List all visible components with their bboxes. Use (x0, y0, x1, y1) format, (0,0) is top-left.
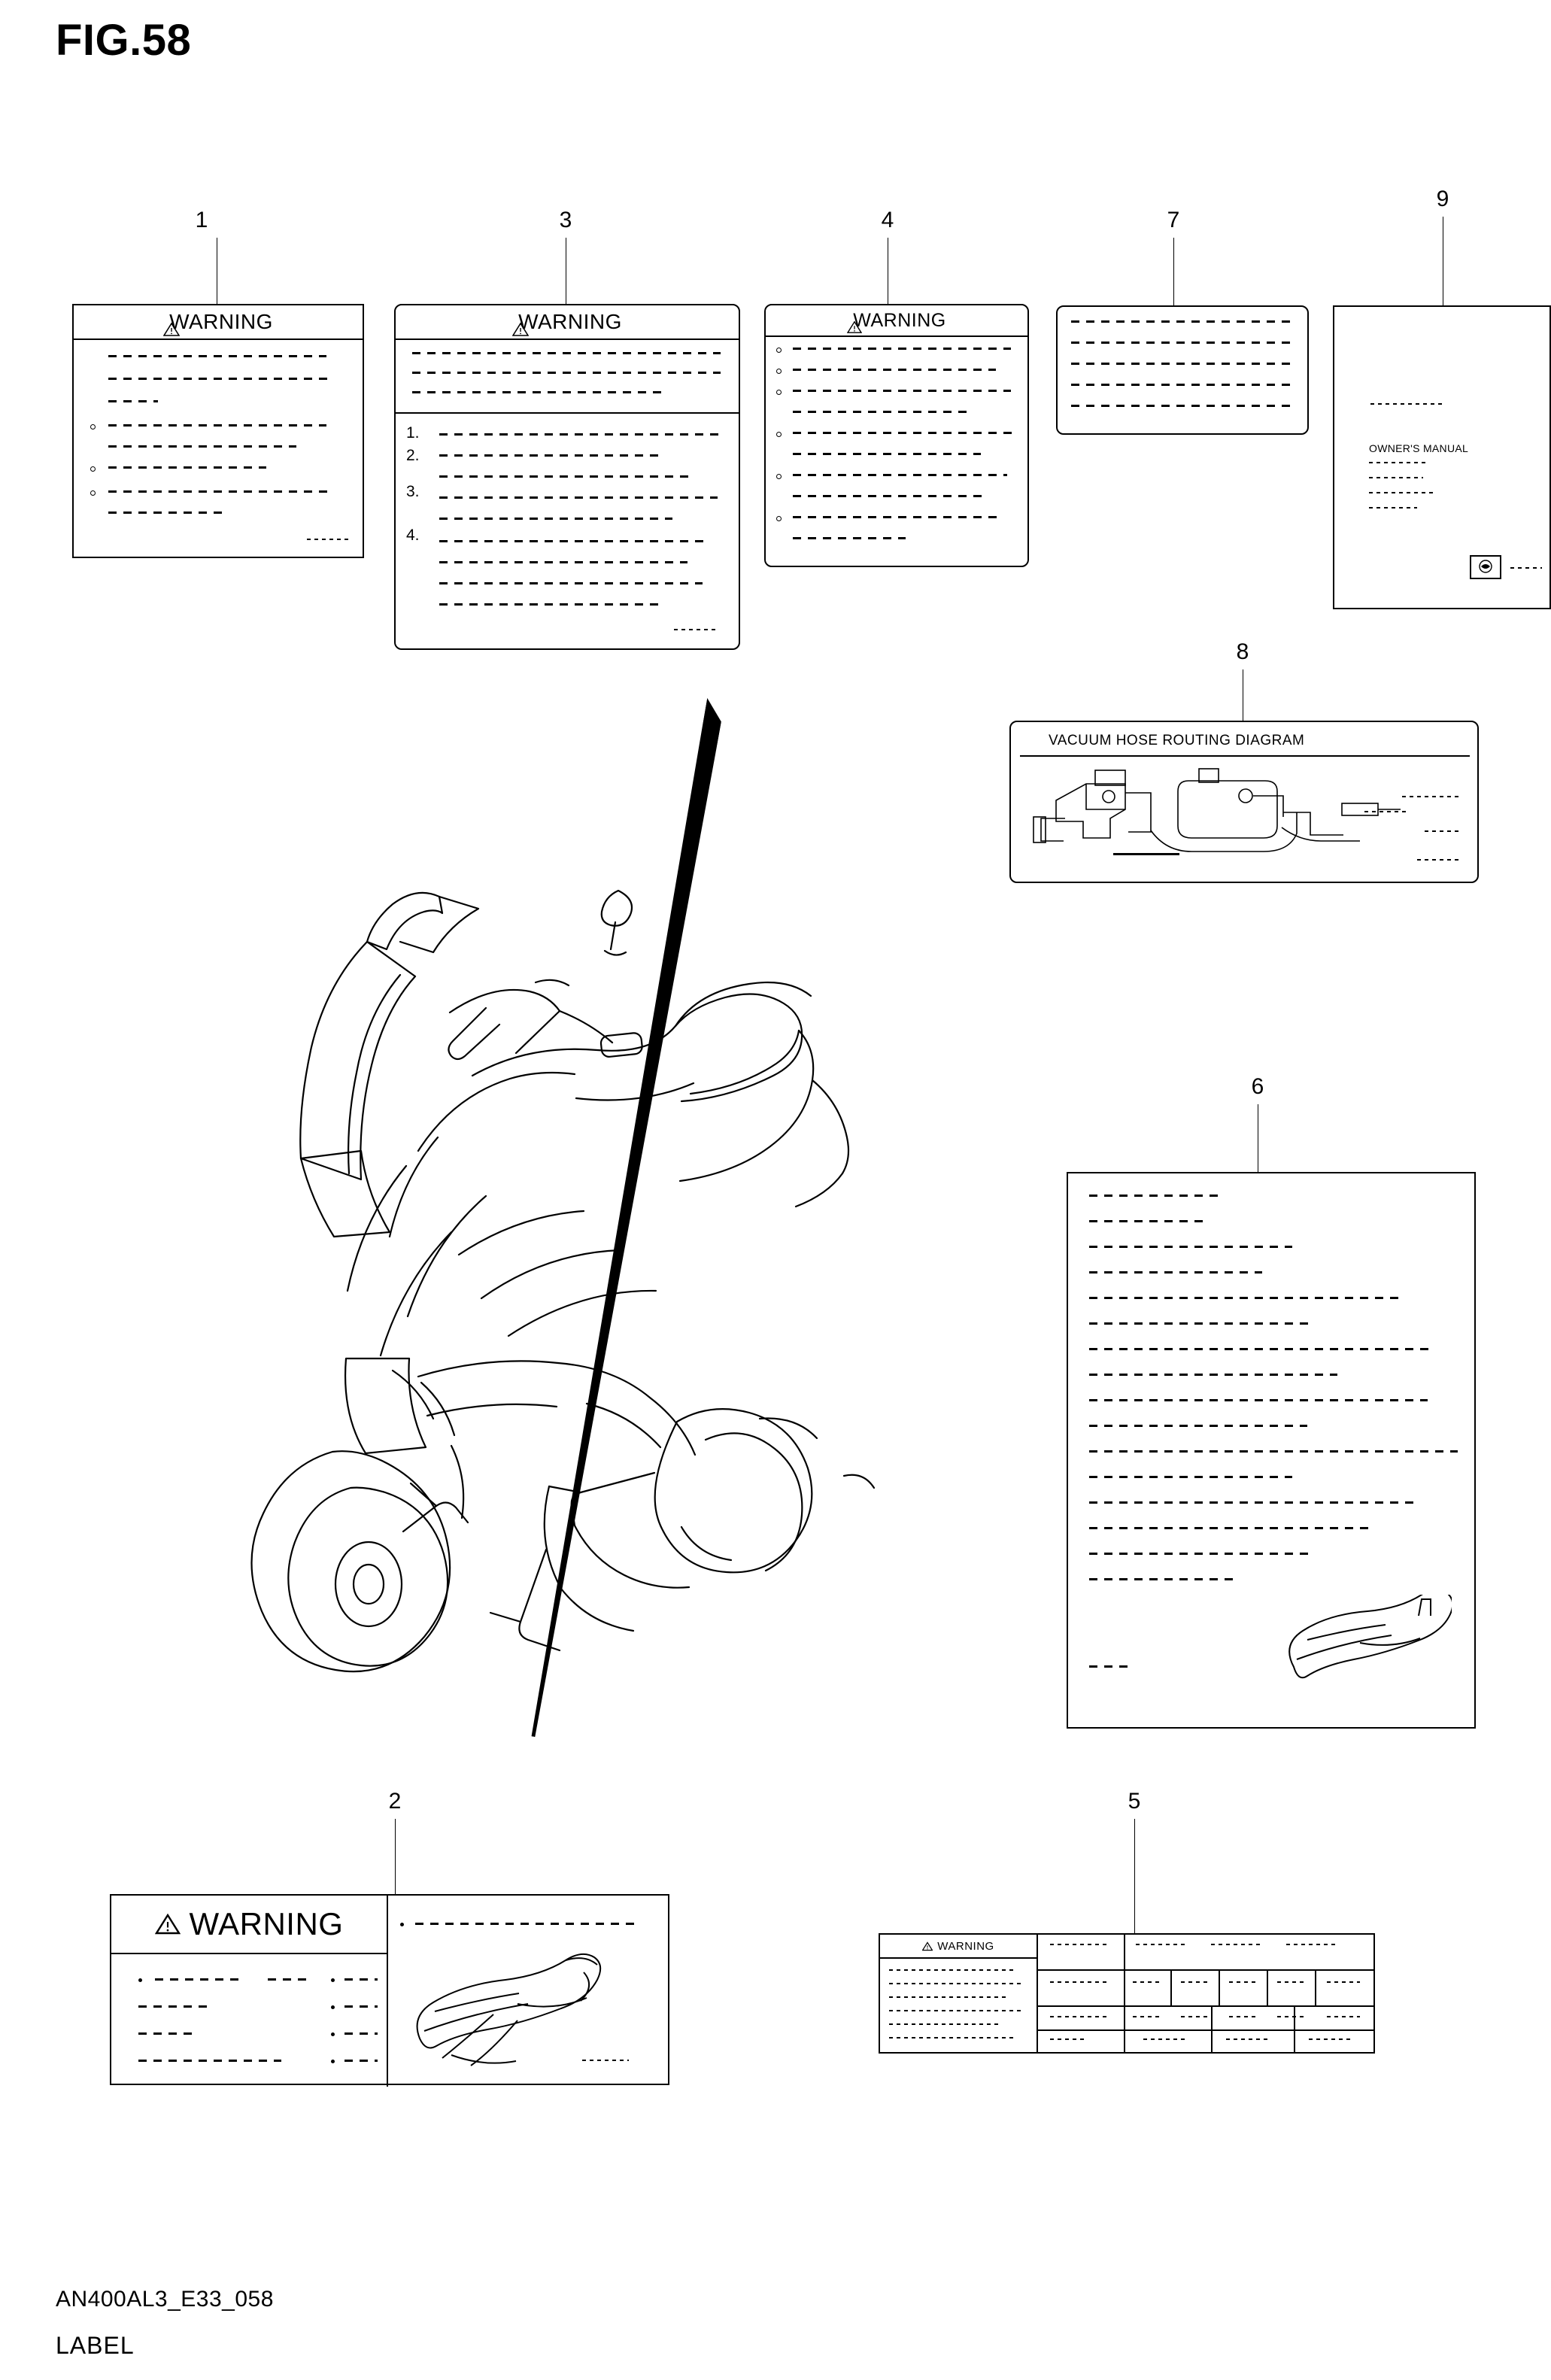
label4-line (793, 369, 996, 371)
label2-seat-illustration (405, 1942, 638, 2070)
callout-6: 6 (1251, 1074, 1264, 1099)
label3-item-number: 4. (406, 527, 420, 544)
label5-table-rule (1170, 1969, 1172, 2005)
label5-table-rule (1124, 1935, 1125, 1969)
label5-cell (1133, 1981, 1161, 1983)
label2-bullet (331, 2005, 335, 2009)
label5-table-rule (1124, 1969, 1125, 2005)
label5-cell (1309, 2038, 1354, 2040)
label3-line (439, 496, 718, 499)
label6-line (1089, 1271, 1262, 1273)
label7-line (1071, 363, 1291, 365)
label8-line (1425, 830, 1461, 832)
label2-bullet (331, 2032, 335, 2036)
label9-line (1369, 462, 1429, 463)
label5-table-rule (1038, 1969, 1375, 1971)
label1-line (108, 466, 266, 469)
label5-table-rule (1315, 1969, 1316, 2005)
label5-cell (1133, 2016, 1161, 2017)
label2-bullet (138, 1978, 142, 1982)
vacuum-hose-routing-drawing (1011, 755, 1477, 883)
label5-line (889, 2010, 1021, 2011)
label3-line (439, 540, 710, 542)
label5-cell (1229, 2016, 1258, 2017)
callout-9: 9 (1436, 187, 1449, 211)
vacuum-hose-routing-title: VACUUM HOSE ROUTING DIAGRAM (1049, 733, 1305, 748)
label6-code (1089, 1665, 1134, 1668)
label3-line (439, 475, 695, 478)
label9-line (1369, 492, 1434, 493)
warning-header-4 (766, 305, 1027, 337)
label4-line (793, 474, 1007, 476)
label3-line (439, 582, 703, 584)
label6-line (1089, 1220, 1210, 1222)
label5-line (889, 1969, 1017, 1971)
label5-cell (1181, 1981, 1210, 1983)
label6-line (1089, 1322, 1315, 1325)
label4-line (793, 411, 973, 413)
label6-line (1089, 1348, 1435, 1350)
label2-code (582, 2060, 629, 2061)
label2-bullet (331, 2060, 335, 2063)
label6-line (1089, 1246, 1292, 1248)
label7-line (1071, 342, 1291, 344)
label2-line (155, 1978, 244, 1981)
leader-line-5 (1134, 1819, 1135, 1933)
callout-3: 3 (559, 208, 572, 232)
label3-line (439, 518, 672, 520)
label-part-2 (110, 1894, 669, 2085)
callout-5: 5 (1128, 1789, 1141, 1814)
label3-item-number: 2. (406, 447, 420, 464)
label4-line (793, 495, 988, 497)
label6-line (1089, 1553, 1315, 1555)
callout-7: 7 (1167, 208, 1180, 232)
label2-line (344, 1978, 378, 1981)
label9-line (1370, 403, 1446, 405)
callout-1: 1 (195, 208, 208, 232)
label2-line (268, 1978, 308, 1981)
scooter-line-drawing (233, 850, 1030, 1790)
label-part-4 (764, 304, 1029, 567)
warning-header-1 (74, 305, 363, 340)
label1-line (108, 400, 158, 402)
label7-line (1071, 320, 1291, 323)
label2-bullet (400, 1923, 404, 1926)
label2-line (344, 2032, 378, 2035)
label3-line (412, 352, 721, 354)
warning-triangle-icon (155, 1913, 181, 1935)
label2-line (138, 2032, 199, 2035)
label4-bullet (776, 348, 782, 353)
label1-line (108, 490, 330, 493)
label5-cell (1277, 2016, 1306, 2017)
label2-bullet (331, 1978, 335, 1982)
label5-cell (1327, 1981, 1360, 1983)
label5-cell (1050, 1944, 1110, 1945)
label6-line (1089, 1399, 1428, 1401)
leader-line-7 (1173, 238, 1174, 305)
label2-line (344, 2005, 378, 2008)
label5-table-rule (1038, 2005, 1375, 2007)
warning-header-3 (396, 305, 739, 340)
warning-header-2 (111, 1896, 387, 1954)
label4-bullet (776, 432, 782, 437)
warning-header-5 (880, 1935, 1037, 1959)
warning-label-text-2: WARNING (189, 1906, 344, 1941)
label5-cell (1286, 1944, 1336, 1945)
label6-line (1089, 1578, 1240, 1580)
label4-line (793, 390, 1011, 392)
label5-line (889, 1996, 1009, 1998)
label7-line (1071, 405, 1291, 407)
label1-line (108, 512, 229, 514)
label9-line (1369, 507, 1417, 508)
label5-cell (1277, 1981, 1306, 1983)
label-part-1 (72, 304, 364, 558)
label4-line (793, 537, 906, 539)
label4-bullet (776, 474, 782, 479)
callout-4: 4 (881, 208, 894, 232)
label1-line (108, 355, 326, 357)
label3-divider (396, 412, 740, 414)
label1-bullet (90, 490, 96, 496)
drawing-label: LABEL (56, 2332, 135, 2359)
label5-table-rule (1124, 2005, 1125, 2054)
warning-triangle-icon (922, 1941, 933, 1951)
label6-line (1089, 1374, 1337, 1376)
label6-seat-illustration (1271, 1595, 1452, 1700)
label5-table-rule (1211, 2005, 1213, 2054)
label1-line (108, 378, 334, 380)
label9-line (1369, 477, 1423, 478)
label4-line (793, 516, 1003, 518)
label4-line (793, 348, 1011, 350)
label-part-9 (1333, 305, 1551, 609)
warning-label-text-3: WARNING (518, 310, 622, 333)
label5-line (889, 2023, 1002, 2025)
label5-table-rule (1038, 2029, 1375, 2031)
label7-line (1071, 384, 1291, 386)
label8-line (1417, 859, 1461, 861)
label5-cell (1143, 2038, 1188, 2040)
label3-line (439, 561, 687, 563)
label5-cell (1211, 1944, 1261, 1945)
callout-8: 8 (1236, 639, 1249, 664)
label6-line (1089, 1450, 1458, 1453)
label5-cell (1226, 2038, 1271, 2040)
label3-item-number: 1. (406, 424, 420, 442)
label1-bullet (90, 424, 96, 430)
label4-line (793, 453, 981, 455)
label5-cell (1327, 2016, 1360, 2017)
warning-label-text-4: WARNING (853, 309, 946, 331)
label1-line (108, 445, 296, 448)
label2-line (138, 2060, 281, 2062)
label5-cell (1181, 2016, 1210, 2017)
label5-cell (1050, 1981, 1110, 1983)
label-part-7 (1056, 305, 1309, 435)
label3-item-number: 3. (406, 483, 420, 500)
label6-line (1089, 1297, 1405, 1299)
label9-pictogram-box (1470, 555, 1501, 579)
label3-line (412, 372, 721, 374)
label6-line (1089, 1425, 1307, 1427)
label5-line (889, 1983, 1023, 1984)
label4-line (793, 432, 1015, 434)
label9-line (1510, 567, 1542, 569)
label6-line (1089, 1476, 1292, 1478)
label4-bullet (776, 369, 782, 374)
leader-line-2 (395, 1819, 396, 1894)
label5-line (889, 2037, 1015, 2038)
drawing-code: AN400AL3_E33_058 (56, 2287, 274, 2312)
label5-cell (1136, 1944, 1185, 1945)
label-part-3 (394, 304, 740, 650)
label5-table-rule (1267, 1969, 1268, 2005)
label5-table-rule (1294, 2005, 1295, 2054)
warning-label-text-1: WARNING (169, 310, 273, 333)
label5-cell (1050, 2016, 1110, 2017)
label5-table-rule (1219, 1969, 1220, 2005)
label2-text-panel (111, 1896, 388, 2087)
label1-code (307, 539, 351, 540)
label8-line (1402, 796, 1459, 797)
label4-bullet (776, 390, 782, 395)
label1-line (108, 424, 326, 427)
label6-line (1089, 1527, 1375, 1529)
label5-table (1038, 1935, 1375, 2054)
label2-line (415, 1923, 641, 1925)
label3-line (439, 454, 665, 457)
label6-line (1089, 1195, 1225, 1197)
label5-cell (1050, 2038, 1088, 2040)
label-part-6 (1067, 1172, 1476, 1729)
page-title: FIG.58 (56, 16, 192, 65)
label6-line (1089, 1501, 1420, 1504)
label1-bullet (90, 466, 96, 472)
label3-code (674, 629, 718, 630)
label-part-5 (879, 1933, 1375, 2054)
label8-line (1364, 811, 1410, 812)
label5-cell (1229, 1981, 1258, 1983)
warning-label-text-5: WARNING (937, 1939, 994, 1953)
label-part-8 (1009, 721, 1479, 883)
label2-line (138, 2005, 208, 2008)
label5-left-panel (880, 1935, 1038, 2054)
label2-line (344, 2060, 378, 2062)
callout-2: 2 (388, 1789, 402, 1814)
owners-manual-text: OWNER'S MANUAL (1369, 442, 1469, 454)
label4-bullet (776, 516, 782, 521)
label3-line (439, 433, 724, 436)
label3-line (439, 603, 665, 606)
label3-line (412, 391, 668, 393)
